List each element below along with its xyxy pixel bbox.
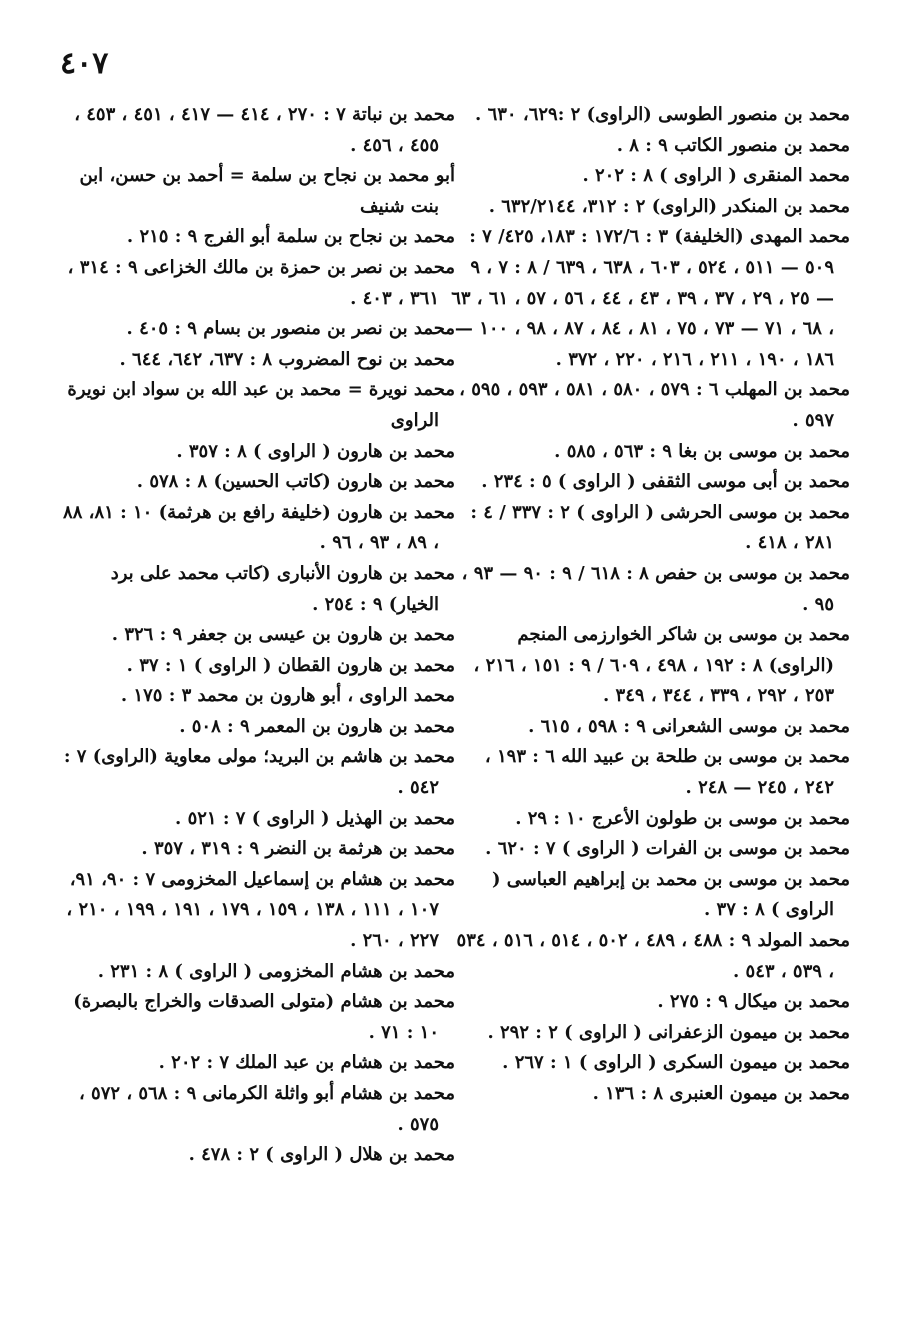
- index-entry: محمد بن هارون (خليفة رافع بن هرثمة) ١٠ : ٨١، ٨٨ ، ٨٩ ، ٩٣ ، ٩٦ .: [63, 501, 455, 554]
- index-entry: محمد بن نوح المضروب ٨ : ٦٣٧، ٦٤٢، ٦٤٤ .: [119, 348, 455, 370]
- index-entry: محمد بن ميمون الزعفرانى ( الراوى ) ٢ : ٢٩٢ .: [487, 1021, 850, 1043]
- index-entry: محمد بن موسى الحرشى ( الراوى ) ٢ : ٣٣٧ / ٤ : ٢٨١ ، ٤١٨ .: [470, 501, 850, 554]
- index-entry: محمد بن منصور الكاتب ٩ : ٨ .: [616, 134, 850, 156]
- index-entry: محمد بن هشام أبو واثلة الكرمانى ٩ : ٥٦٨ ، ٥٧٢ ، ٥٧٥ .: [78, 1083, 455, 1135]
- index-column-left: [55, 100, 455, 1171]
- index-entry: محمد بن هشام المخزومى ( الراوى ) ٨ : ٢٣١ .: [97, 960, 455, 982]
- page-number: ٤٠٧: [60, 46, 109, 81]
- index-entry: محمد بن المهلب ٦ : ٥٧٩ ، ٥٨٠ ، ٥٨١ ، ٥٩٣ ، ٥٩٥ ، ٥٩٧ .: [459, 379, 850, 431]
- index-entry: محمد بن موسى بن شاكر الخوارزمى المنجم (الراوى) ٨ : ١٩٢ ، ٤٩٨ ، ٦٠٩ / ٩ : ١٥١ ، ٢١٦ ، ٢٥٣ ، ٢٩٢ ، ٣٣٩ ، ٣٤٤ ، ٣٤٩ .: [473, 624, 850, 707]
- index-entry: محمد بن موسى بن طولون الأعرج ١٠ : ٢٩ .: [515, 807, 850, 829]
- index-entry: محمد بن هشام بن عبد الملك ٧ : ٢٠٢ .: [158, 1052, 455, 1074]
- index-entry: محمد بن هلال ( الراوى ) ٢ : ٤٧٨ .: [188, 1144, 455, 1166]
- index-entry: محمد بن أبى موسى الثقفى ( الراوى ) ٥ : ٢٣٤ .: [481, 471, 850, 493]
- index-entry: محمد بن هارون ( الراوى ) ٨ : ٣٥٧ .: [176, 440, 455, 462]
- index-entry: محمد بن موسى بن بغا ٩ : ٥٦٣ ، ٥٨٥ .: [554, 440, 850, 462]
- index-entry: محمد بن نصر بن حمزة بن مالك الخزاعى ٩ : ٣١٤ ، ٣٦١ ، ٤٠٣ .: [67, 256, 455, 309]
- index-column-right: [450, 100, 850, 1110]
- index-entry: أبو محمد بن نجاح بن سلمة = أحمد بن حسن، ابن بنت شنيف: [79, 165, 455, 217]
- index-entry: محمد بن هارون القطان ( الراوى ) ١ : ٣٧ .: [126, 654, 455, 676]
- index-entry: محمد بن المنكدر (الراوى) ٢ : ٣١٢، ٦٣٢/٢١٤٤ .: [488, 195, 850, 217]
- index-entry: محمد بن هارون بن المعمر ٩ : ٥٠٨ .: [179, 715, 455, 737]
- index-entry: محمد بن نباتة ٧ : ٢٧٠ ، ٤١٤ — ٤١٧ ، ٤٥١ ، ٤٥٣ ، ٤٥٥ ، ٤٥٦ .: [74, 104, 455, 156]
- index-entry: محمد بن ميمون السكرى ( الراوى ) ١ : ٢٦٧ .: [502, 1052, 850, 1074]
- index-entry: محمد بن هارون بن عيسى بن جعفر ٩ : ٣٢٦ .: [111, 624, 455, 646]
- index-entry: محمد بن موسى بن طلحة بن عبيد الله ٦ : ١٩٣ ، ٢٤٢ ، ٢٤٥ — ٢٤٨ .: [484, 746, 850, 799]
- index-entry: محمد بن هارون (كاتب الحسين) ٨ : ٥٧٨ .: [136, 471, 455, 493]
- index-entry: محمد بن هشام بن إسماعيل المخزومى ٧ : ٩٠، ٩١، ١٠٧ ، ١١١ ، ١٣٨ ، ١٥٩ ، ١٧٩ ، ١٩١ ، ١٩٩ ، ٢١٠ ، ٢٢٧ ، ٢٦٠ .: [66, 868, 455, 952]
- index-entry: محمد المولد ٩ : ٤٨٨ ، ٤٨٩ ، ٥٠٢ ، ٥١٤ ، ٥١٦ ، ٥٣٤ ، ٥٣٩ ، ٥٤٣ .: [456, 930, 850, 982]
- index-entry: محمد بن هارون الأنبارى (كاتب محمد على برد الخيار) ٩ : ٢٥٤ .: [110, 562, 455, 615]
- index-entry: محمد بن نصر بن منصور بن بسام ٩ : ٤٠٥ .: [126, 318, 455, 340]
- index-entry: محمد بن موسى بن الفرات ( الراوى ) ٧ : ٦٢٠ .: [485, 838, 850, 860]
- index-entry: محمد بن موسى بن محمد بن إبراهيم العباسى ( الراوى ) ٨ : ٣٧ .: [491, 868, 850, 921]
- index-entry: محمد بن ميكال ٩ : ٢٧٥ .: [657, 991, 850, 1013]
- index-entry: محمد الراوى ، أبو هارون بن محمد ٣ : ١٧٥ .: [120, 685, 455, 707]
- index-entry: محمد بن الهذيل ( الراوى ) ٧ : ٥٢١ .: [175, 807, 455, 829]
- index-entry: محمد بن ميمون العنبرى ٨ : ١٣٦ .: [592, 1083, 850, 1104]
- index-entry: محمد بن موسى بن حفص ٨ : ٦١٨ / ٩ : ٩٠ — ٩٣ ، ٩٥ .: [461, 562, 850, 615]
- index-entry: محمد بن هاشم بن البريد؛ مولى معاوية (الراوى) ٧ : ٥٤٢ .: [63, 746, 455, 799]
- index-entry: محمد المهدى (الخليفة) ٣ : ١٧٢/٦ : ١٨٣، ٤٢٥/ ٧ : ٥٠٩ — ٥١١ ، ٥٢٤ ، ٦٠٣ ، ٦٣٨ ، ٦٣٩ / ٨ : ٧ ، ٩ — ٢٥ ، ٢٩ ، ٣٧ ، ٣٩ ، ٤٣ ، ٤٤ ، ٥٦ ، ٥٧ ، ٦١ ، ٦٣ ، ٦٨ ، ٧١ — ٧٣ ، ٧٥ ، ٨١ ، ٨٤ ، ٨٧ ، ٩٨ ، ١٠٠ — ١٨٦ ، ١٩٠ ، ٢١١ ، ٢١٦ ، ٢٢٠ ، ٣٧٢ .: [451, 226, 850, 370]
- index-entry: محمد نويرة = محمد بن عبد الله بن سواد ابن نويرة الراوى: [67, 379, 455, 431]
- index-entry: محمد بن هشام (متولى الصدقات والخراج بالبصرة) ١٠ : ٧١ .: [73, 991, 455, 1043]
- index-entry: محمد المنقرى ( الراوى ) ٨ : ٢٠٢ .: [582, 165, 850, 187]
- index-entry: محمد بن هرثمة بن النضر ٩ : ٣١٩ ، ٣٥٧ .: [141, 838, 455, 860]
- index-entry: محمد بن منصور الطوسى (الراوى) ٢ :٦٢٩، ٦٣٠ .: [475, 104, 850, 125]
- index-entry: محمد بن نجاح بن سلمة أبو الفرج ٩ : ٢١٥ .: [126, 226, 455, 248]
- index-entry: محمد بن موسى الشعرانى ٩ : ٥٩٨ ، ٦١٥ .: [528, 715, 850, 737]
